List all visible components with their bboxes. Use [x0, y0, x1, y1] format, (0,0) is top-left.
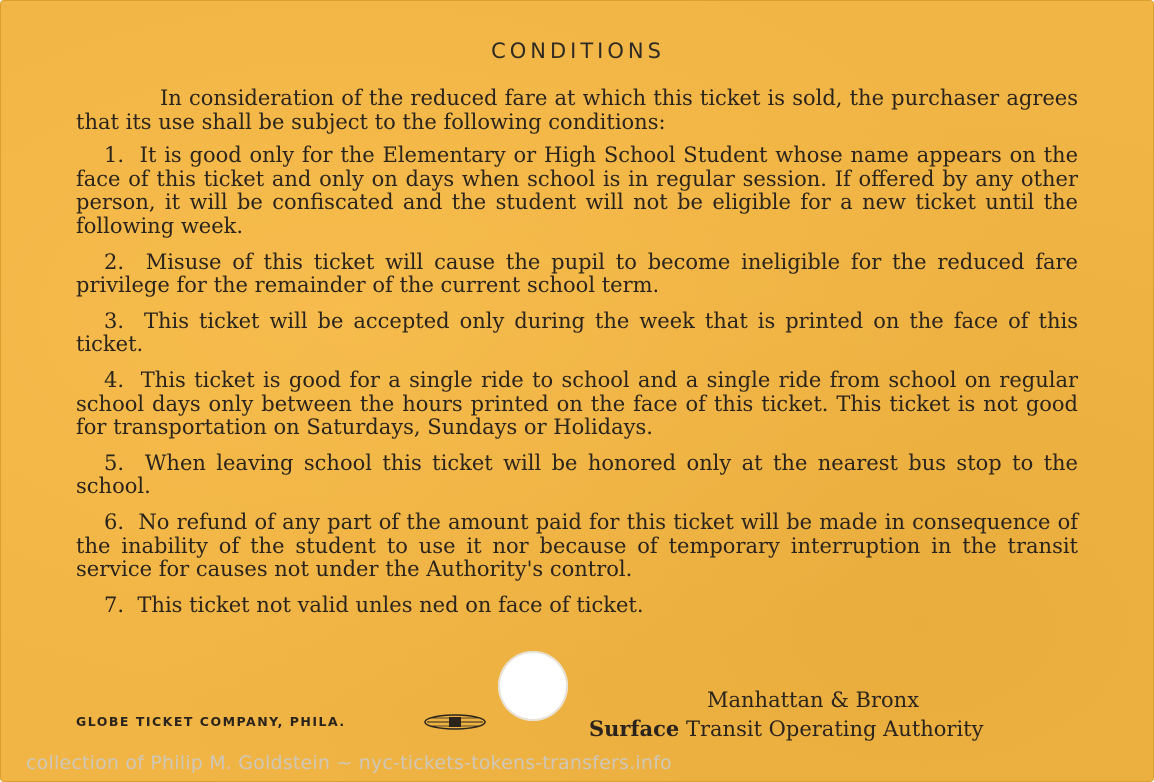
- condition-3: [76, 310, 1078, 357]
- condition-text: When leaving school this ticket will be honored only at the nearest bus stop to the school.: [76, 450, 1078, 499]
- condition-text: This ticket will be accepted only during the week that is printed on the face of this ticket.: [76, 308, 1078, 357]
- condition-text: This ticket is good for a single ride to school and a single ride from school on regular school days only between the hours printed on the face of this ticket. This ticket is not good for transportation on Saturdays, Sundays or Holidays.: [76, 367, 1079, 440]
- condition-number: 2.: [104, 249, 125, 274]
- condition-number: 4.: [104, 367, 125, 392]
- condition-text: This ticket not valid unles ned on face of ticket.: [137, 592, 644, 617]
- condition-text: It is good only for the Elementary or High School Student whose name appears on the face of this ticket and only on days when school is in regular session. If offered by any other person, it will be confiscated and the student will not be eligible for a new ticket until the following week.: [76, 143, 1078, 238]
- condition-text: No refund of any part of the amount paid for this ticket will be made in consequence of the inability of the student to use it nor because of temporary interruption in the transit service for causes not under the Authority's control.: [76, 509, 1078, 582]
- condition-4: [76, 369, 1078, 440]
- punch-hole: [498, 651, 568, 721]
- collection-watermark: collection of Philip M. Goldstein ~ nyc-tickets-tokens-transfers.info: [26, 752, 672, 774]
- printer-imprint: GLOBE TICKET COMPANY, PHILA.: [76, 714, 346, 729]
- condition-1: [76, 144, 1078, 238]
- authority-line-1: Manhattan & Bronx: [707, 688, 920, 712]
- conditions-body: [76, 87, 1078, 617]
- authority-surface-word: Surface: [589, 716, 680, 741]
- intro-paragraph: In consideration of the reduced fare at which this ticket is sold, the purchaser agrees that its use shall be subject to the following conditions:: [76, 86, 1078, 134]
- conditions-heading: CONDITIONS: [491, 39, 665, 63]
- condition-number: 7.: [104, 592, 125, 617]
- condition-text: Misuse of this ticket will cause the pupil to become ineligible for the reduced fare privilege for the remainder of the current school term.: [76, 249, 1078, 298]
- authority-rest: Transit Operating Authority: [685, 717, 984, 741]
- condition-6: [76, 511, 1078, 582]
- condition-number: 6.: [104, 509, 125, 534]
- condition-5: [76, 452, 1078, 499]
- condition-number: 5.: [104, 450, 125, 475]
- condition-7: [76, 594, 1078, 618]
- condition-number: 3.: [104, 308, 125, 333]
- authority-line-2: [589, 716, 983, 741]
- condition-number: 1.: [104, 143, 125, 168]
- condition-2: [76, 251, 1078, 298]
- globe-ticket-logo-icon: [423, 713, 487, 731]
